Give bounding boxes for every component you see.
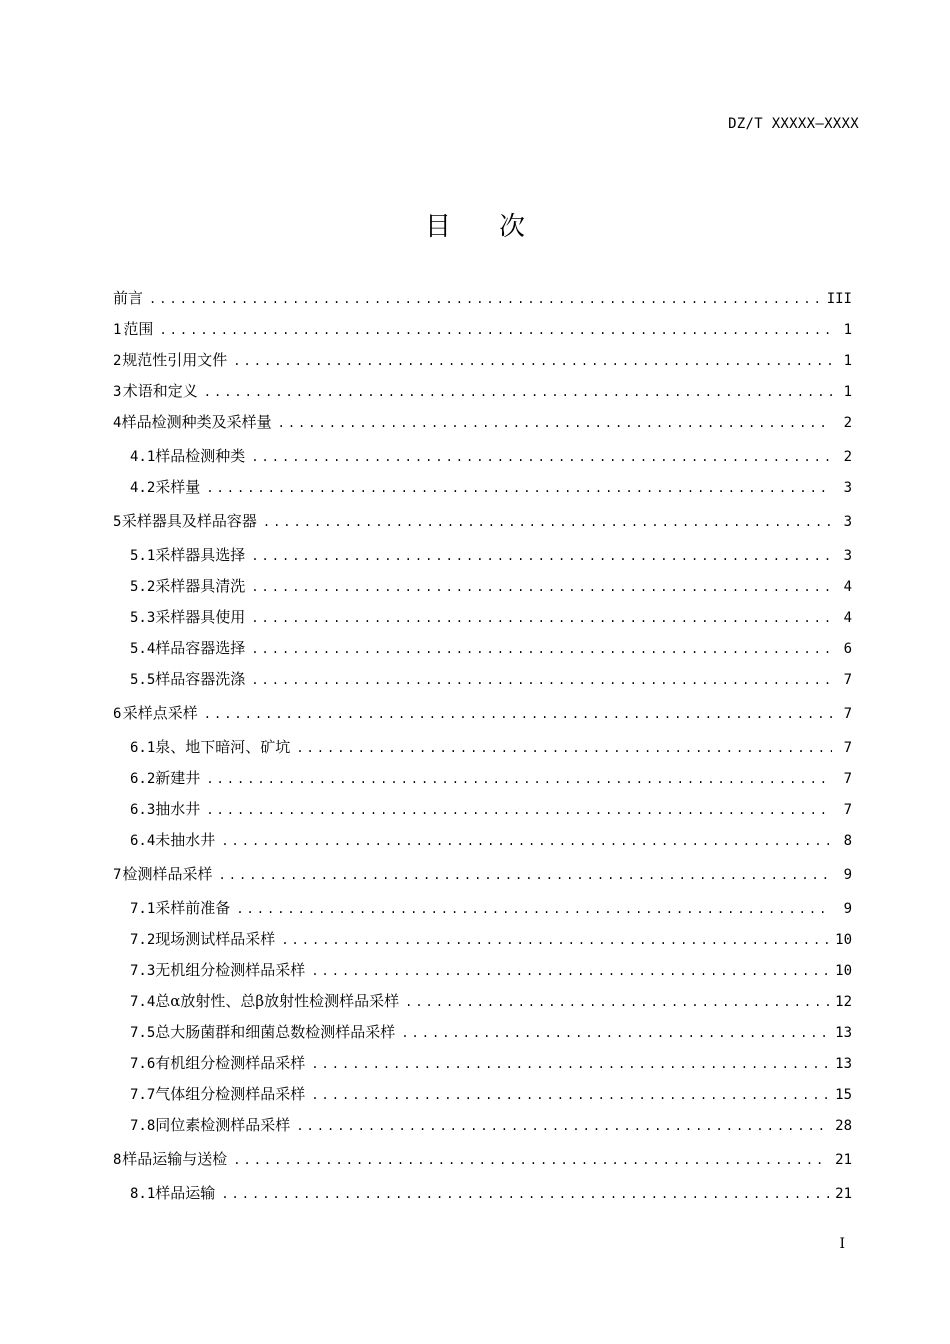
toc-entry[interactable]	[113, 348, 852, 379]
toc-entry-page: 4	[843, 610, 852, 626]
page-title: 目次	[424, 212, 573, 242]
toc-entry-page: 3	[843, 514, 852, 530]
toc-entry[interactable]	[113, 1147, 852, 1178]
toc-entry-number: 5	[113, 514, 122, 530]
toc-entry-label: 采样量	[155, 478, 201, 496]
toc-entry-page: 13	[835, 1056, 852, 1072]
toc-entry-number: 3	[113, 384, 122, 400]
toc-entry-number: 7.1	[130, 901, 156, 917]
toc-leader-dots	[251, 606, 832, 630]
toc-entry-page: 7	[843, 672, 852, 688]
toc-entry-number: 7.4	[130, 994, 156, 1010]
toc-entry[interactable]	[113, 1020, 852, 1051]
toc-entry-label: 样品容器选择	[155, 639, 246, 657]
toc-entry-page: 9	[843, 901, 852, 917]
toc-entry-label: 采样器具选择	[155, 546, 246, 564]
toc-entry[interactable]	[113, 286, 852, 317]
toc-leader-dots	[311, 959, 829, 983]
toc-leader-dots	[149, 287, 821, 311]
toc-entry-page: 1	[843, 322, 852, 338]
toc-entry-page: 3	[843, 480, 852, 496]
toc-entry-number: 6.4	[130, 833, 156, 849]
toc-leader-dots	[401, 1021, 829, 1045]
toc-entry[interactable]	[113, 475, 852, 506]
toc-leader-dots	[311, 1052, 829, 1076]
toc-entry[interactable]	[113, 667, 852, 698]
toc-leader-dots	[219, 863, 832, 887]
toc-leader-dots	[221, 1182, 829, 1206]
toc-leader-dots	[251, 445, 832, 469]
toc-entry[interactable]	[113, 317, 852, 348]
table-of-contents	[113, 286, 852, 1212]
toc-entry-number: 1	[113, 322, 122, 338]
toc-entry-label: 采样器具使用	[155, 608, 246, 626]
toc-entry-page: 13	[835, 1025, 852, 1041]
toc-leader-dots	[405, 990, 829, 1014]
toc-entry-page: 15	[835, 1087, 852, 1103]
toc-entry[interactable]	[113, 958, 852, 989]
toc-entry-page: 8	[843, 833, 852, 849]
toc-leader-dots	[281, 928, 829, 952]
toc-leader-dots	[206, 476, 832, 500]
toc-entry-page: 7	[843, 706, 852, 722]
toc-entry-label: 规范性引用文件	[122, 351, 228, 369]
toc-entry[interactable]	[113, 410, 852, 441]
toc-entry-page: 12	[835, 994, 852, 1010]
toc-entry[interactable]	[113, 797, 852, 828]
toc-entry-number: 7.8	[130, 1118, 156, 1134]
toc-entry-label: 未抽水井	[155, 831, 216, 849]
toc-entry-number: 6.2	[130, 771, 156, 787]
toc-entry-page: 3	[843, 548, 852, 564]
toc-leader-dots	[204, 702, 832, 726]
toc-entry-label: 术语和定义	[122, 382, 198, 400]
toc-entry-label: 样品检测种类	[155, 447, 246, 465]
document-code: DZ/T XXXXX—XXXX	[728, 116, 859, 132]
toc-entry-page: 9	[843, 867, 852, 883]
toc-entry-number: 7	[113, 867, 122, 883]
toc-entry-label: 样品运输	[155, 1184, 216, 1202]
toc-entry-label: 采样器具清洗	[155, 577, 246, 595]
toc-leader-dots	[233, 349, 832, 373]
toc-entry-label: 范围	[123, 320, 154, 338]
toc-entry-page: 1	[843, 353, 852, 369]
toc-leader-dots	[233, 1148, 829, 1172]
toc-entry-page: III	[826, 291, 852, 307]
toc-entry-label: 总大肠菌群和细菌总数检测样品采样	[155, 1023, 396, 1041]
toc-entry[interactable]	[113, 896, 852, 927]
toc-leader-dots	[159, 318, 832, 342]
toc-entry-page: 21	[835, 1152, 852, 1168]
toc-entry-label: 采样前准备	[155, 899, 231, 917]
toc-entry-page: 7	[843, 771, 852, 787]
toc-entry-page: 10	[835, 963, 852, 979]
toc-entry-number: 4	[113, 415, 122, 431]
toc-entry-number: 2	[113, 353, 122, 369]
toc-leader-dots	[251, 668, 832, 692]
toc-entry-page: 28	[835, 1118, 852, 1134]
toc-entry[interactable]	[113, 543, 852, 574]
toc-entry-page: 21	[835, 1186, 852, 1202]
toc-entry-number: 7.2	[130, 932, 156, 948]
toc-entry-number: 5.3	[130, 610, 156, 626]
toc-entry[interactable]	[113, 927, 852, 958]
toc-entry-label: 抽水井	[155, 800, 201, 818]
toc-entry-page: 6	[843, 641, 852, 657]
toc-entry[interactable]	[113, 1082, 852, 1113]
toc-entry-number: 5.1	[130, 548, 156, 564]
toc-entry-number: 6.1	[130, 740, 156, 756]
toc-entry-page: 7	[843, 740, 852, 756]
toc-leader-dots	[251, 637, 832, 661]
toc-entry-number: 5.5	[130, 672, 156, 688]
toc-entry-label: 样品检测种类及采样量	[121, 413, 272, 431]
toc-entry[interactable]	[113, 1181, 852, 1212]
toc-entry-number: 4.2	[130, 480, 156, 496]
toc-leader-dots	[278, 411, 832, 435]
toc-entry-label: 样品运输与送检	[122, 1150, 228, 1168]
toc-leader-dots	[221, 829, 832, 853]
toc-leader-dots	[251, 544, 832, 568]
toc-entry[interactable]	[113, 701, 852, 732]
toc-entry[interactable]	[113, 574, 852, 605]
toc-entry-number: 7.6	[130, 1056, 156, 1072]
toc-leader-dots	[263, 510, 832, 534]
toc-leader-dots	[311, 1083, 829, 1107]
toc-entry-label: 有机组分检测样品采样	[155, 1054, 306, 1072]
toc-entry[interactable]	[113, 379, 852, 410]
toc-entry[interactable]	[113, 735, 852, 766]
toc-entry[interactable]	[113, 989, 852, 1020]
toc-leader-dots	[206, 767, 832, 791]
toc-entry-page: 2	[843, 415, 852, 431]
toc-entry[interactable]	[113, 605, 852, 636]
toc-entry-label: 采样器具及样品容器	[121, 512, 257, 530]
toc-entry-label: 泉、地下暗河、矿坑	[155, 738, 291, 756]
toc-leader-dots	[296, 736, 832, 760]
toc-entry-label: 检测样品采样	[122, 865, 213, 883]
toc-entry[interactable]	[113, 509, 852, 540]
toc-entry-number: 7.7	[130, 1087, 156, 1103]
toc-entry-number: 5.4	[130, 641, 156, 657]
toc-entry[interactable]	[113, 828, 852, 859]
toc-entry-label: 现场测试样品采样	[155, 930, 276, 948]
toc-entry-label: 气体组分检测样品采样	[155, 1085, 306, 1103]
toc-entry-page: 4	[843, 579, 852, 595]
toc-entry-number: 8	[113, 1152, 122, 1168]
toc-entry-number: 5.2	[130, 579, 156, 595]
toc-entry[interactable]	[113, 444, 852, 475]
toc-entry[interactable]	[113, 1051, 852, 1082]
toc-entry-label: 同位素检测样品采样	[155, 1116, 291, 1134]
toc-entry-number: 7.5	[130, 1025, 156, 1041]
toc-entry-page: 2	[843, 449, 852, 465]
toc-entry-label: 无机组分检测样品采样	[155, 961, 306, 979]
toc-entry[interactable]	[113, 766, 852, 797]
toc-entry-label: 样品容器洗涤	[155, 670, 246, 688]
toc-entry-label: 前言	[113, 289, 144, 307]
toc-entry-number: 6.3	[130, 802, 156, 818]
toc-entry-label: 总α放射性、总β放射性检测样品采样	[155, 992, 400, 1010]
toc-entry-label: 新建井	[155, 769, 201, 787]
toc-entry-page: 1	[843, 384, 852, 400]
toc-entry-number: 6	[113, 706, 122, 722]
toc-entry[interactable]	[113, 636, 852, 667]
toc-entry-number: 4.1	[130, 449, 156, 465]
toc-leader-dots	[204, 380, 832, 404]
toc-leader-dots	[251, 575, 832, 599]
toc-entry-label: 采样点采样	[122, 704, 198, 722]
toc-entry-page: 10	[835, 932, 852, 948]
toc-entry[interactable]	[113, 1113, 852, 1144]
toc-entry-page: 7	[843, 802, 852, 818]
toc-entry[interactable]	[113, 862, 852, 893]
toc-leader-dots	[236, 897, 832, 921]
toc-entry-number: 7.3	[130, 963, 156, 979]
page-number: I	[839, 1236, 845, 1252]
toc-leader-dots	[296, 1114, 829, 1138]
toc-entry-number: 8.1	[130, 1186, 156, 1202]
toc-leader-dots	[206, 798, 832, 822]
